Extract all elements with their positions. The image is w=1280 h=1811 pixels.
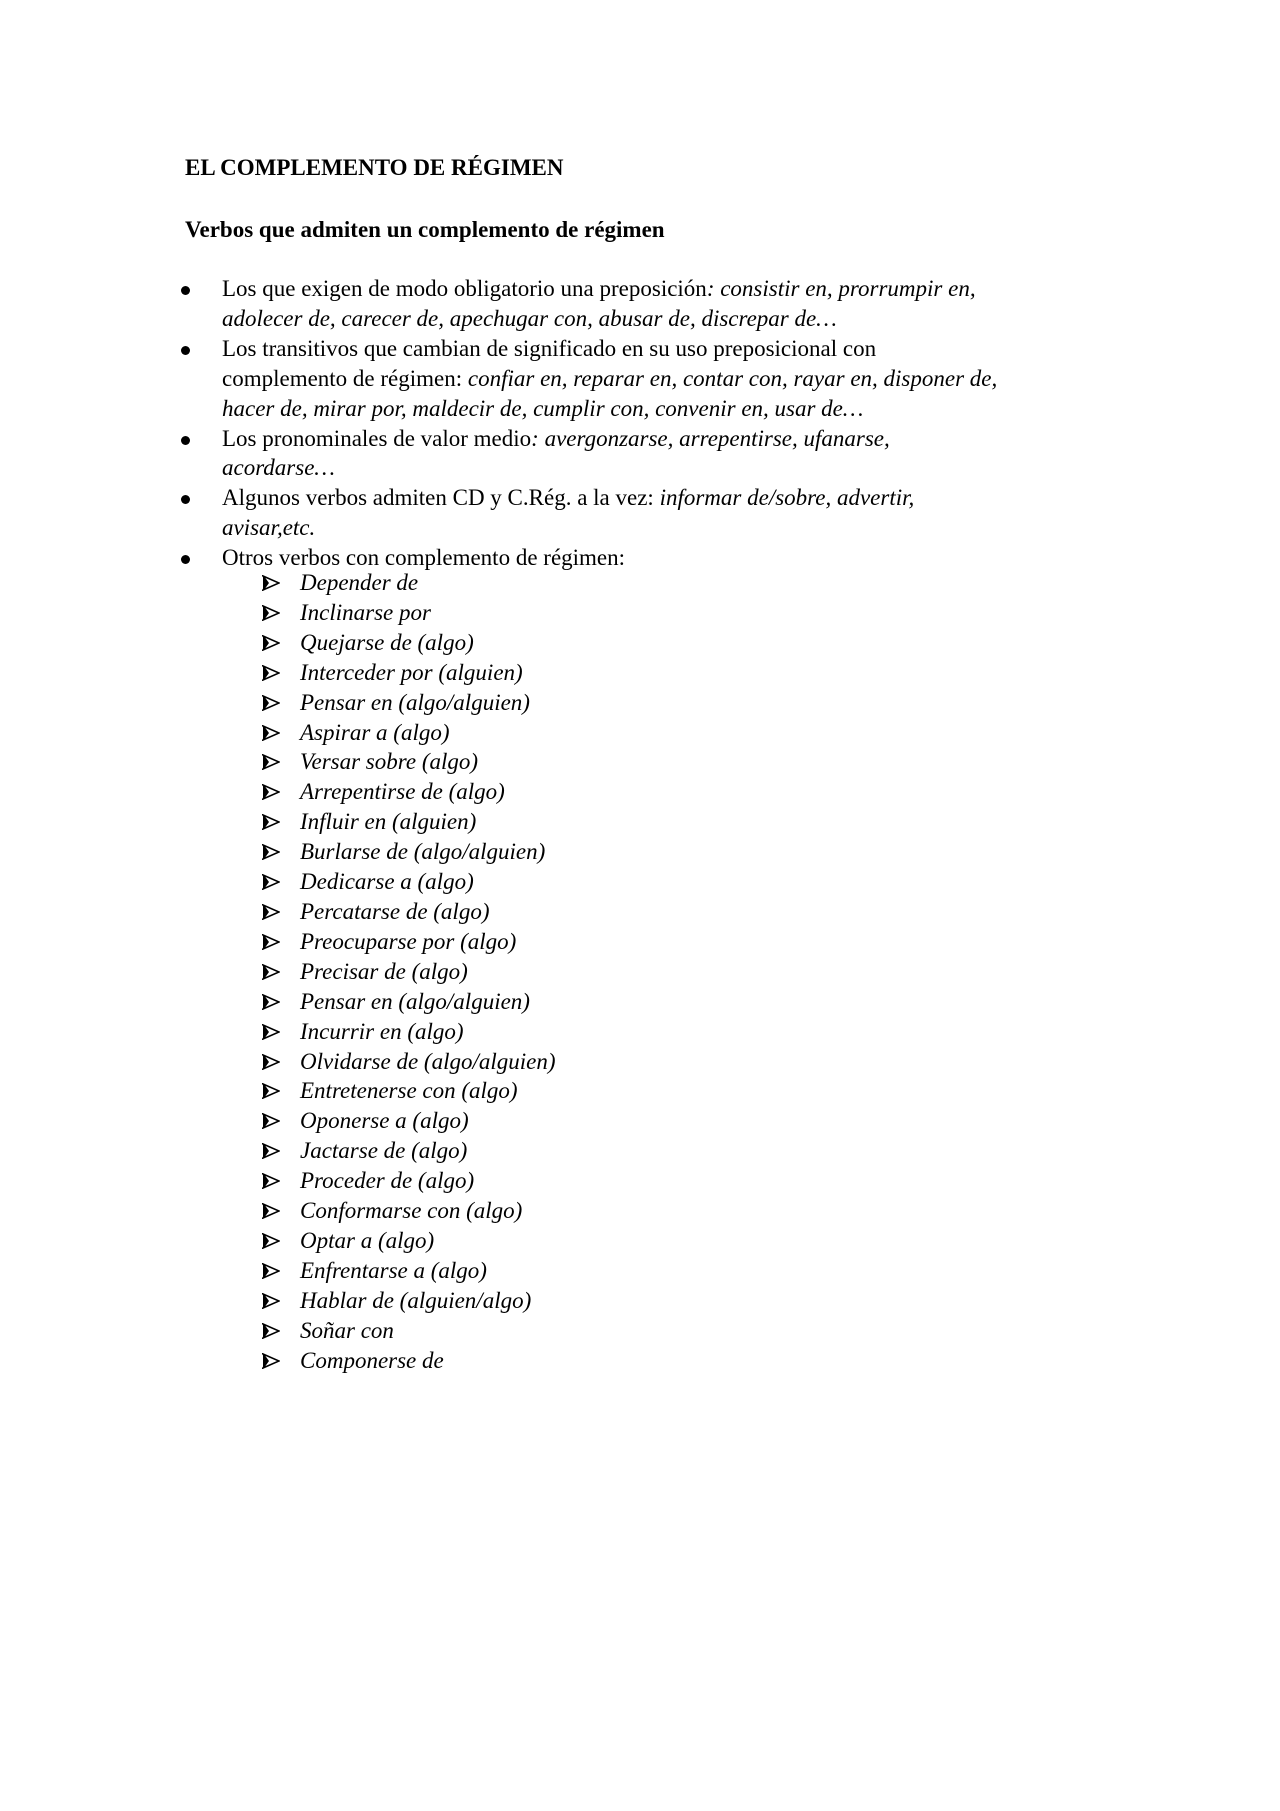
verb-list-item [0,718,1280,748]
verb-text: Precisar de (algo) [300,958,468,984]
verb-list-item [0,837,1280,867]
arrow-bullet-icon [262,934,280,950]
verb-list-item [0,1346,1280,1376]
bullet-line [222,483,1180,513]
verb-list-item [0,1076,1280,1106]
verb-text: Proceder de (algo) [300,1168,475,1194]
arrow-bullet-icon [262,994,280,1010]
bullet-line [222,304,1180,334]
arrow-bullet-icon [262,725,280,741]
verb-text: Componerse de [300,1347,444,1373]
bullet-examples: : consistir en, prorrumpir en, [706,276,976,301]
verb-text: Entretenerse con (algo) [300,1078,518,1104]
bullet-text: Otros verbos con complemento de régimen: [222,545,626,571]
bullet-text: Los pronominales de valor medio [222,425,532,451]
arrow-bullet-icon [262,1233,280,1249]
verb-text: Enfrentarse a (algo) [300,1257,487,1283]
verb-list-item [0,1256,1280,1286]
bullet-examples: confiar en, reparar en, contar con, rayar en, disponer de, [467,365,998,391]
verb-text: Percatarse de (algo) [300,898,490,924]
bullet-examples: avisar,etc. [222,515,316,541]
verb-list-item [0,598,1280,628]
verb-text: Preocuparse por (algo) [300,928,517,954]
verb-list-item [0,747,1280,777]
verb-list-item [0,1136,1280,1166]
bullet-examples: adolecer de, carecer de, apechugar con, abusar de, discrepar de… [222,305,837,331]
verb-list-item [0,1047,1280,1077]
section-subtitle: Verbos que admiten un complemento de régimen [185,217,665,242]
verb-text: Inclinarse por [300,599,431,625]
verb-list-item [0,1017,1280,1047]
bullet-examples: hacer de, mirar por, maldecir de, cumplir con, convenir en, usar de… [222,395,864,421]
verb-list-item [0,807,1280,837]
arrow-bullet-icon [262,1323,280,1339]
bullet-item-cd-creg [0,483,1280,543]
bullet-examples: : avergonzarse, arrepentirse, ufanarse, [531,425,890,451]
arrow-bullet-icon [262,1293,280,1309]
bullet-dot-icon [181,495,190,504]
bullet-dot-icon [181,436,190,445]
arrow-bullet-icon [262,1353,280,1369]
arrow-bullet-icon [262,1263,280,1279]
verb-text: Aspirar a (algo) [300,719,450,745]
verb-text: Depender de [300,570,419,595]
bullet-examples: informar de/sobre, advertir, [659,485,915,511]
verb-list-item [0,957,1280,987]
arrow-bullet-icon [262,964,280,980]
verb-text: Versar sobre (algo) [300,749,479,775]
verb-list-item [0,1226,1280,1256]
arrow-bullet-icon [262,1024,280,1040]
arrow-bullet-icon [262,844,280,860]
verb-text: Incurrir en (algo) [300,1018,464,1044]
bullet-line [222,274,1180,304]
verb-list-item [0,1286,1280,1316]
bullet-item-transitive [0,334,1280,424]
verb-list-item [0,1316,1280,1346]
bullet-text: Los que exigen de modo obligatorio una preposición [222,276,707,301]
arrow-bullet-icon [262,754,280,770]
verb-list-item [0,777,1280,807]
verb-text: Influir en (alguien) [300,809,477,835]
verb-text: Soñar con [300,1317,394,1343]
arrow-bullet-icon [262,874,280,890]
arrow-bullet-icon [262,1173,280,1189]
bullet-line [222,424,1180,454]
verb-text: Jactarse de (algo) [300,1138,468,1164]
verb-list-item [0,927,1280,957]
arrow-bullet-icon [262,695,280,711]
bullet-text: complemento de régimen: [222,365,468,391]
verb-list-item [0,867,1280,897]
verb-text: Olvidarse de (algo/alguien) [300,1048,556,1074]
arrow-bullet-icon [262,1143,280,1159]
bullet-line [222,513,1180,543]
bullet-dot-icon [181,555,190,564]
arrow-bullet-icon [262,1083,280,1099]
arrow-bullet-icon [262,814,280,830]
verb-list-item [0,688,1280,718]
verb-list-item [0,658,1280,688]
bullet-text: Algunos verbos admiten CD y C.Rég. a la vez: [222,485,660,511]
verb-list-item [0,1166,1280,1196]
verb-list-item [0,897,1280,927]
arrow-bullet-icon [262,1203,280,1219]
bullet-dot-icon [181,286,190,295]
arrow-bullet-icon [262,665,280,681]
verb-list-item [0,628,1280,658]
arrow-bullet-icon [262,904,280,920]
verb-text: Conformarse con (algo) [300,1198,523,1224]
bullet-item-pronominal [0,424,1280,484]
verb-text: Oponerse a (algo) [300,1108,469,1134]
bullet-text: Los transitivos que cambian de significado en su uso preposicional con [222,335,877,361]
arrow-bullet-icon [262,605,280,621]
verb-list-item [0,1196,1280,1226]
verb-list-item [0,1106,1280,1136]
verb-text: Hablar de (alguien/algo) [300,1287,532,1313]
arrow-bullet-icon [262,784,280,800]
verb-list [0,568,1280,1375]
arrow-bullet-icon [262,1054,280,1070]
document-title: EL COMPLEMENTO DE RÉGIMEN [185,155,564,180]
arrow-bullet-icon [262,635,280,651]
bullet-examples: acordarse… [222,455,335,481]
bullet-line [222,453,1180,483]
verb-list-item [0,987,1280,1017]
verb-text: Interceder por (alguien) [300,659,523,685]
bullet-line [222,364,1180,394]
verb-list-item [0,568,1280,598]
verb-text: Pensar en (algo/alguien) [300,689,530,715]
bullet-item-obligatory [0,274,1280,334]
verb-text: Arrepentirse de (algo) [300,779,505,805]
bullet-line [222,334,1180,364]
bullet-dot-icon [181,346,190,355]
arrow-bullet-icon [262,1113,280,1129]
verb-text: Quejarse de (algo) [300,629,474,655]
bullet-line [222,394,1180,424]
arrow-bullet-icon [262,575,280,591]
verb-text: Dedicarse a (algo) [300,869,474,895]
verb-text: Optar a (algo) [300,1227,435,1253]
bullet-list [0,274,1280,573]
verb-text: Burlarse de (algo/alguien) [300,839,546,865]
verb-text: Pensar en (algo/alguien) [300,988,530,1014]
